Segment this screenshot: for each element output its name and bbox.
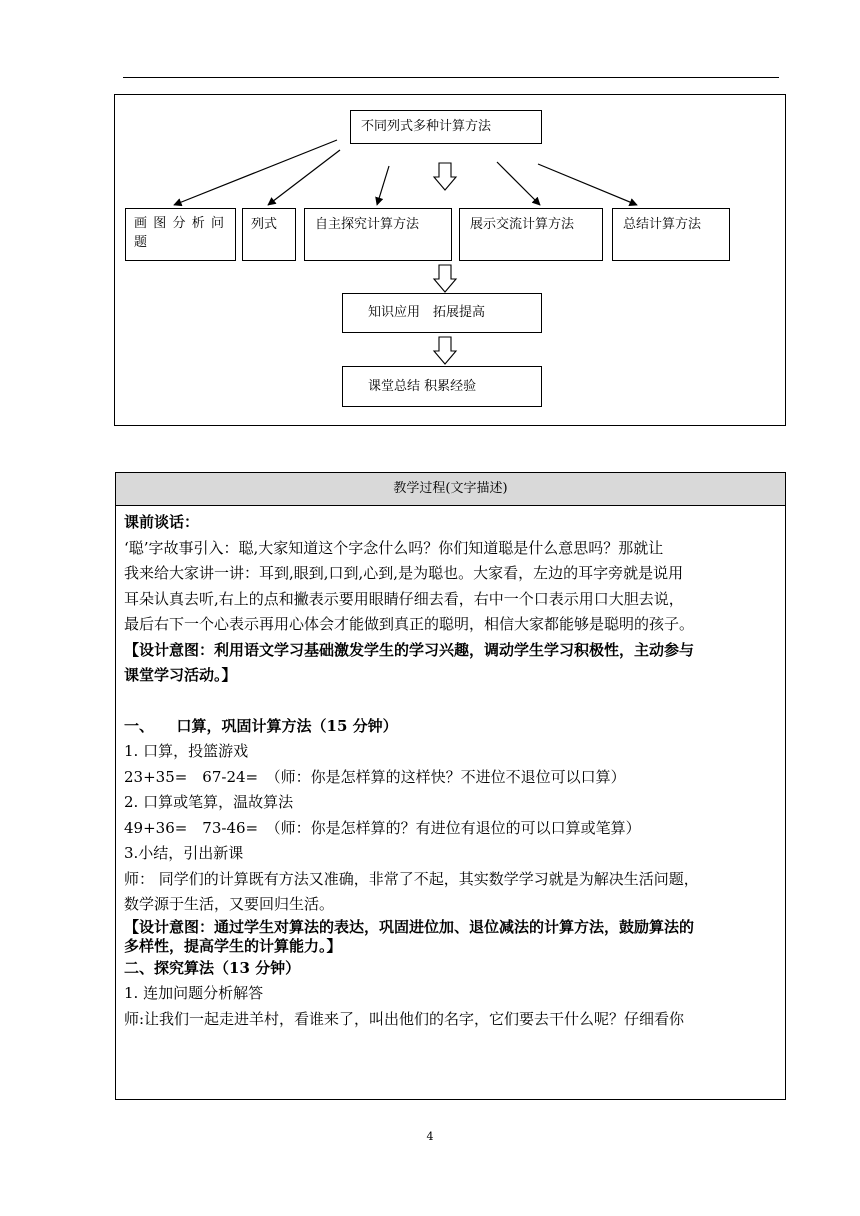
story-line-2: 我来给大家讲一讲：耳到,眼到,口到,心到,是为聪也。大家看，左边的耳字旁就是说用 [124,564,684,582]
diagram-node-branch-5 [612,208,730,261]
design-intent-2-line-1: 【设计意图：通过学生对算法的表达，巩固进位加、退位减法的计算方法，鼓励算法的 [124,917,695,936]
diagram-node-branch-1 [125,208,236,261]
story-line-1: ‘聪’字故事引入：聪,大家知道这个字念什么吗？你们知道聪是什么意思吗？那就让 [124,538,664,557]
item-1-1-detail: 23+35= 67-24= （师：你是怎样算的这样快？不进位不退位可以口算） [124,767,626,786]
blank-line [124,689,777,714]
story-line-4: 最后右下一个心表示再用心体会才能做到真正的聪明，相信大家都能够是聪明的孩子。 [124,615,695,633]
section-1-heading: 一、 口算，巩固计算方法（15 分钟） [124,716,398,735]
diagram-node-top [350,110,542,144]
diagram-node-bottom-text: 课堂总结 积累经验 [368,379,477,394]
diagram-node-branch-2 [242,208,296,261]
diagram-node-branch-1-text: 画图分析问题 [134,216,227,250]
item-1-3: 3.小结，引出新课 [124,844,244,862]
diagram-node-branch-4 [459,208,603,261]
design-intent-2-line-2: 多样性，提高学生的计算能力。】 [124,936,342,955]
teacher-summary-line-1: 师： 同学们的计算既有方法又准确，非常了不起，其实数学学习就是为解决生活问题， [124,869,699,888]
diagram-node-bottom [342,366,542,407]
design-intent-1-line-1: 【设计意图：利用语文学习基础激发学生的学习兴趣，调动学生学习积极性，主动参与 [124,640,695,659]
teacher-summary-line-2: 数学源于生活，又要回归生活。 [124,895,335,913]
item-2-1: 1. 连加问题分析解答 [124,984,264,1002]
diagram-node-branch-3 [304,208,452,261]
teaching-process-table [115,472,786,1100]
diagram-node-middle [342,293,542,333]
teaching-process-header: 教学过程(文字描述) [116,473,785,506]
item-1-2-detail: 49+36= 73-46= （师：你是怎样算的？有进位有退位的可以口算或笔算） [124,818,641,837]
teaching-process-body [116,506,785,1032]
item-2-1-detail: 师:让我们一起走进羊村，看谁来了，叫出他们的名字，它们要去干什么呢？仔细看你 [124,1009,685,1028]
pre-class-talk-heading: 课前谈话： [124,513,200,531]
section-2-heading: 二、探究算法（13 分钟） [124,958,301,977]
story-line-3: 耳朵认真去听,右上的点和撇表示要用眼睛仔细去看，右中一个口表示用口大胆去说， [124,589,684,608]
diagram-node-branch-4-text: 展示交流计算方法 [470,217,575,232]
diagram-node-middle-text: 知识应用 拓展提高 [368,305,486,320]
design-intent-1-line-2: 课堂学习活动。】 [124,666,237,684]
item-1-1: 1. 口算，投篮游戏 [124,742,249,760]
diagram-node-branch-5-text: 总结计算方法 [623,217,702,232]
header-rule [123,77,779,78]
diagram-node-branch-2-text: 列式 [251,217,278,232]
diagram-node-top-text: 不同列式多种计算方法 [361,119,492,134]
diagram-node-branch-3-text: 自主探究计算方法 [315,217,420,232]
page-number: 4 [426,1130,434,1143]
item-1-2: 2. 口算或笔算，温故算法 [124,793,294,811]
